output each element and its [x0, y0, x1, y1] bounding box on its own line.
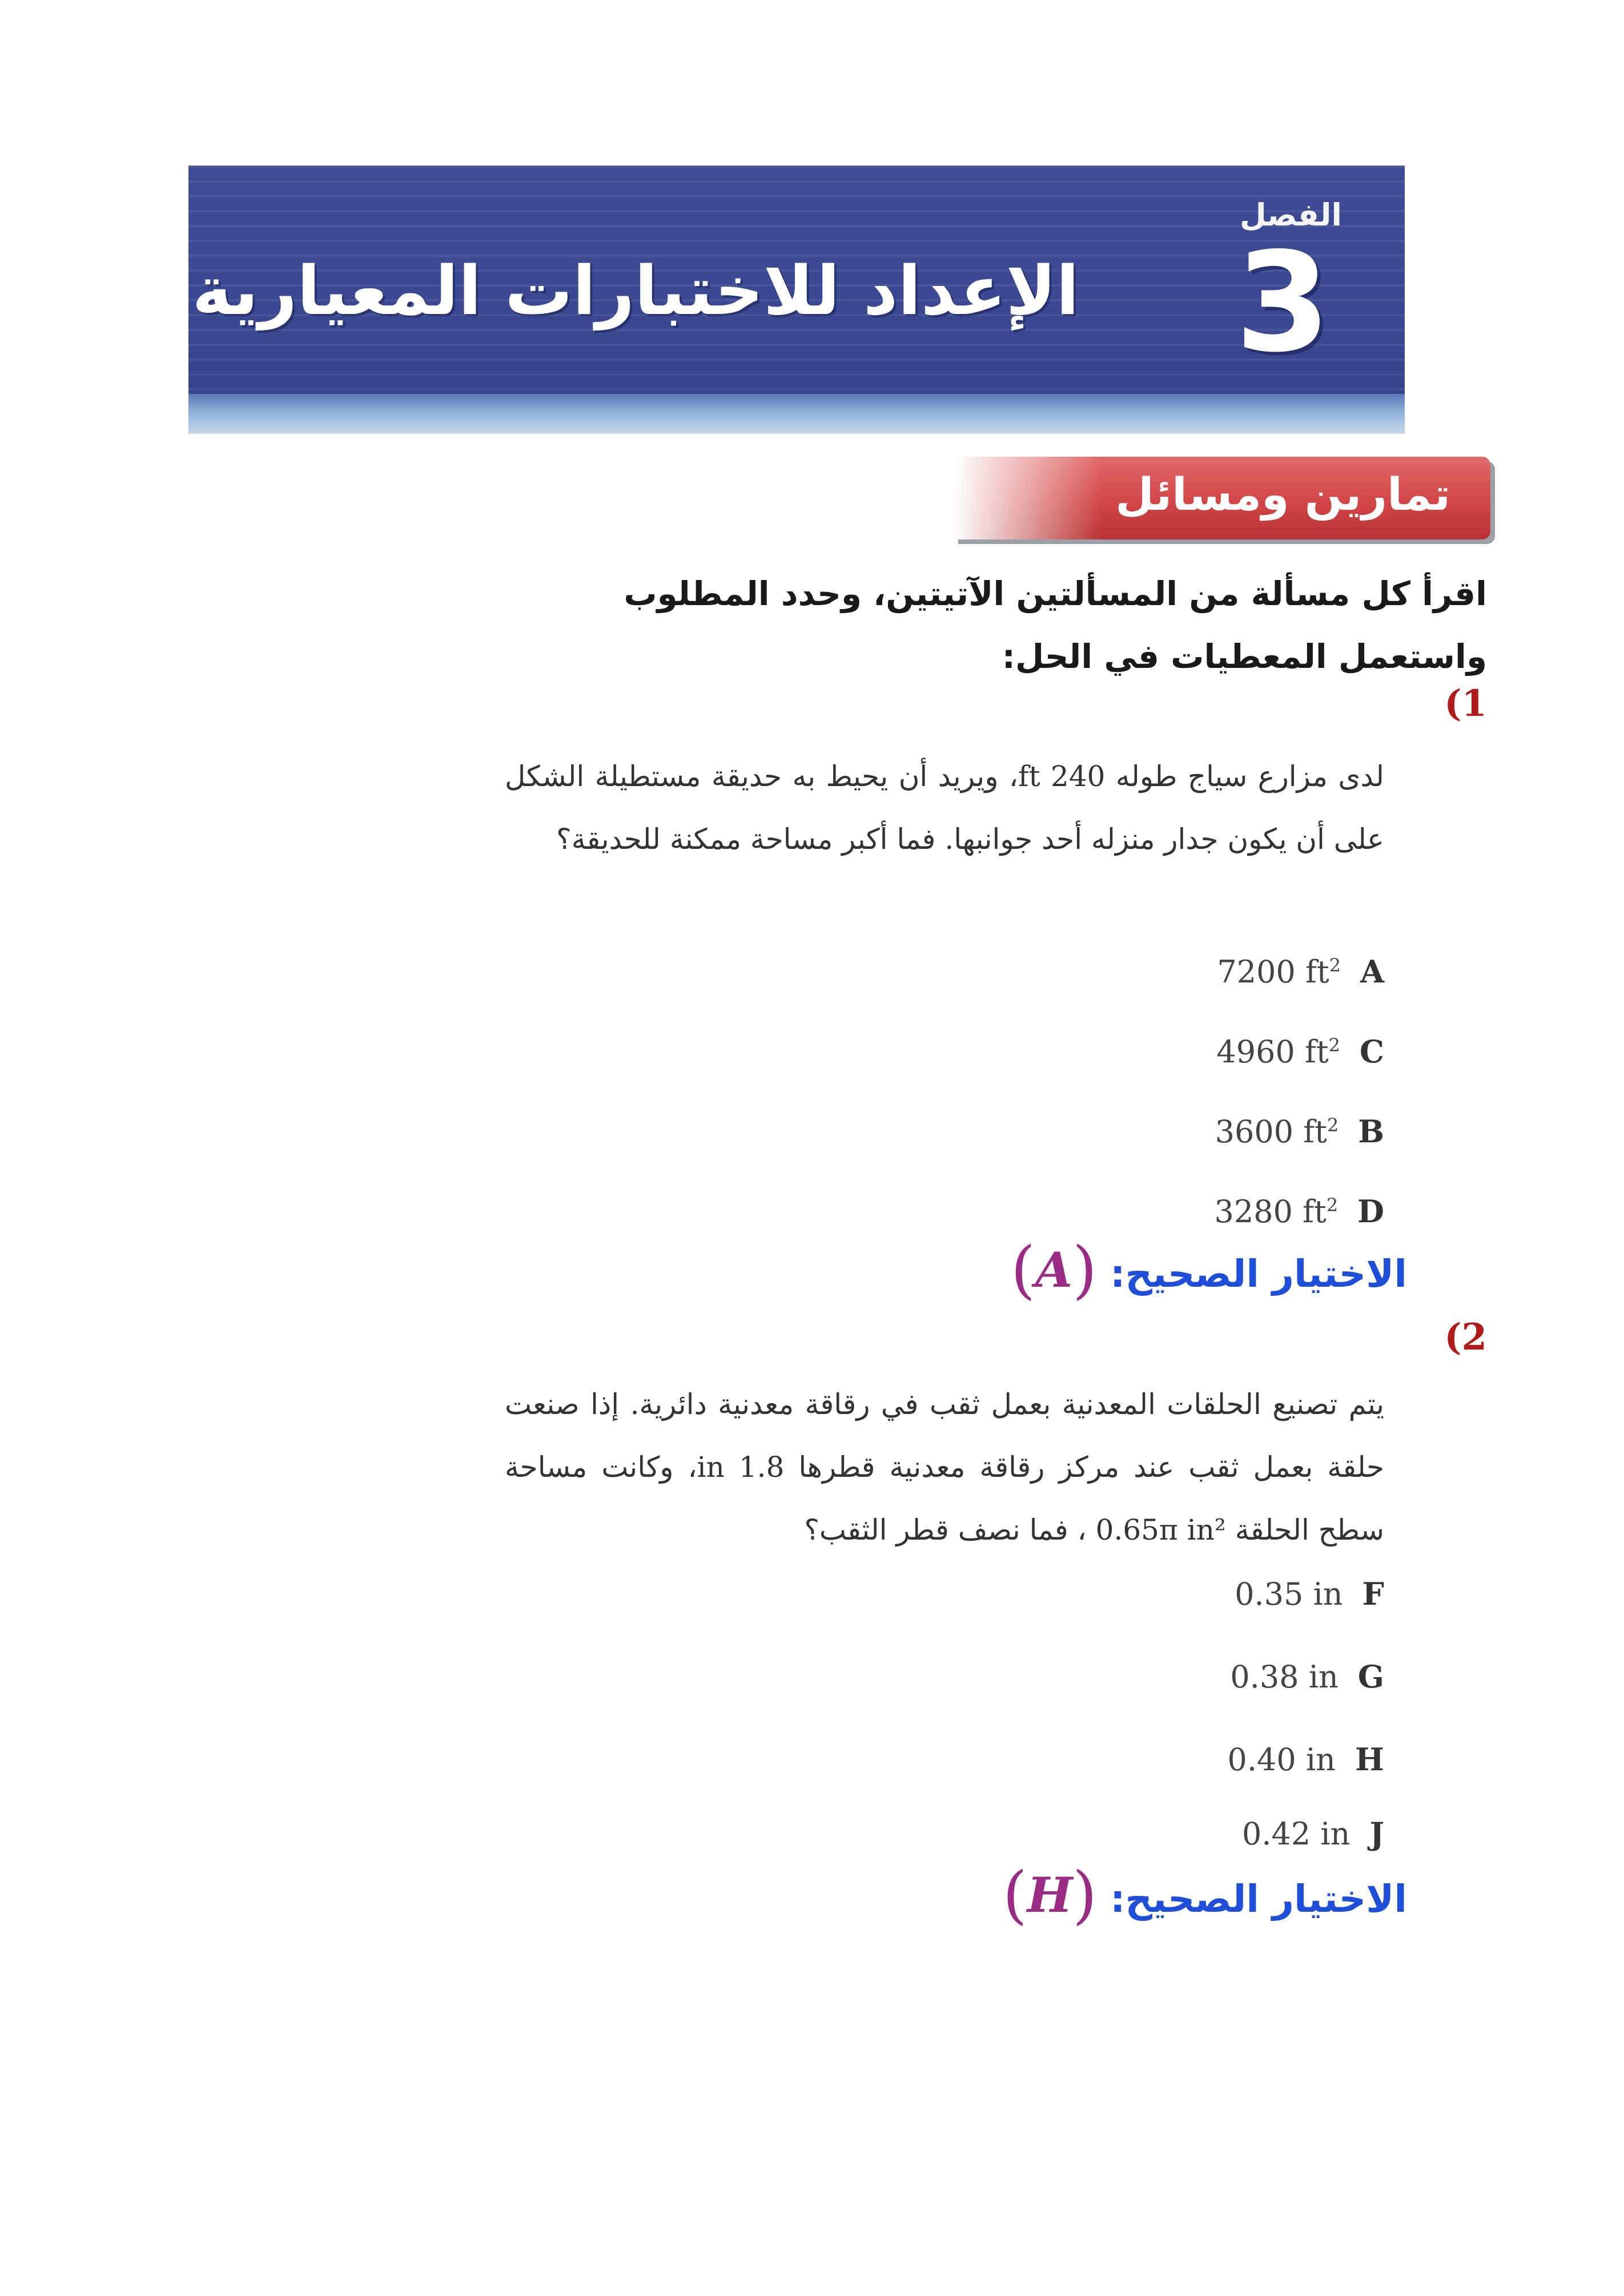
question-2-choice-h [1228, 1741, 1384, 1778]
question-2-choice-j [1242, 1815, 1384, 1852]
choice-exponent: 2 [1328, 1034, 1341, 1056]
section-tab [954, 457, 1490, 539]
choice-value: 3280 ft [1214, 1194, 1326, 1230]
chapter-number: 3 [1235, 223, 1330, 382]
question-1-text: لدى مزارع سياج طوله 240 ft، ويريد أن يحيط به حديقة مستطيلة الشكل على أن يكون جدار منزله أحد جوانبها. فما أكبر مساحة ممكنة للحديقة؟ [505, 760, 1384, 856]
choice-exponent: 2 [1326, 1114, 1339, 1136]
choice-letter: H [1354, 1741, 1384, 1778]
choice-value: 0.35 in [1235, 1576, 1343, 1612]
question-1-number: (1 [1444, 682, 1487, 725]
answer-label: الاختيار الصحيح: [1110, 1877, 1407, 1921]
answer-label: الاختيار الصحيح: [1110, 1252, 1407, 1296]
choice-letter: F [1362, 1576, 1384, 1612]
question-2-number: (2 [1444, 1316, 1487, 1359]
question-1-answer: الاختيار الصحيح: (A) [1011, 1233, 1407, 1306]
instructions-text: اقرأ كل مسألة من المسألتين الآتيتين، وحدد المطلوب واستعمل المعطيات في الحل: [624, 574, 1487, 676]
chapter-banner [188, 166, 1405, 434]
choice-exponent: 2 [1329, 954, 1341, 976]
question-1-choice-b [1215, 1113, 1384, 1150]
question-1-choice-a [1217, 953, 1384, 990]
choice-value: 7200 ft [1217, 954, 1329, 990]
choice-letter: G [1357, 1658, 1384, 1695]
chapter-label: الفصل [1239, 197, 1342, 233]
choice-value: 0.38 in [1230, 1659, 1338, 1695]
choice-value: 4960 ft [1216, 1034, 1329, 1070]
answer-letter: H [1027, 1867, 1073, 1923]
answer-letter: A [1035, 1242, 1073, 1298]
question-2-choice-f [1235, 1576, 1384, 1612]
question-1-choice-c [1216, 1033, 1384, 1070]
choice-exponent: 2 [1326, 1194, 1338, 1216]
question-2-choice-g [1230, 1658, 1384, 1695]
choice-letter: J [1369, 1815, 1384, 1852]
choice-value: 3600 ft [1215, 1114, 1327, 1150]
choice-letter: D [1357, 1193, 1384, 1230]
choice-value: 0.42 in [1241, 1816, 1350, 1852]
section-title: تمارين ومسائل [1115, 469, 1450, 521]
question-2-answer: الاختيار الصحيح: (H) [1002, 1858, 1407, 1931]
question-1-choice-d [1215, 1193, 1384, 1230]
choice-letter: B [1358, 1113, 1384, 1150]
question-2-text: يتم تصنيع الحلقات المعدنية بعمل ثقب في رقاقة معدنية دائرية. إذا صنعت حلقة بعمل ثقب عند مركز رقاقة معدنية قطرها 1.8 in، وكانت مساحة سطح الحلقة 0.65π in² ، فما نصف قطر الثقب؟ [505, 1388, 1384, 1546]
chapter-title: الإعداد للاختبارات المعيارية [192, 251, 1079, 330]
choice-letter: A [1360, 953, 1384, 990]
choice-letter: C [1360, 1033, 1384, 1070]
banner-bottom-strip [188, 394, 1405, 434]
choice-value: 0.40 in [1227, 1742, 1336, 1778]
